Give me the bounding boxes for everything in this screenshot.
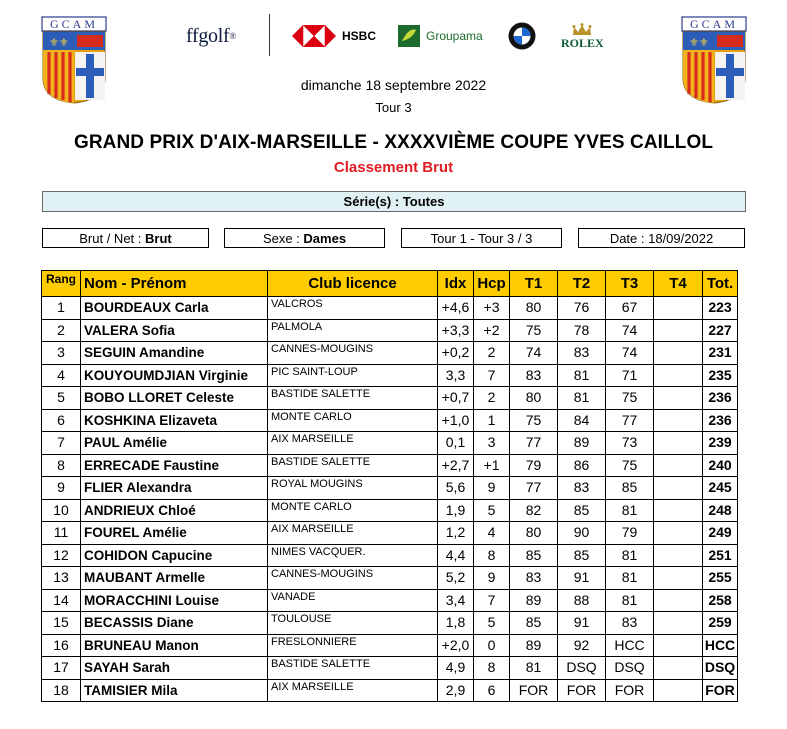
player-name-cell: MAUBANT Armelle — [81, 567, 268, 590]
handicap-cell: 4 — [474, 522, 510, 545]
rolex-logo-text: ROLEX — [561, 36, 604, 50]
club-cell: VALCROS — [268, 297, 438, 320]
table-row — [42, 634, 738, 657]
index-cell: +0,2 — [438, 342, 474, 365]
svg-text:⚜⚜: ⚜⚜ — [689, 37, 709, 49]
round-1-score-cell: 79 — [510, 454, 558, 477]
rang-cell: 18 — [42, 679, 81, 702]
col-header-t1: T1 — [510, 271, 558, 297]
round-4-score-cell — [654, 679, 703, 702]
index-cell: +1,0 — [438, 409, 474, 432]
round-4-score-cell — [654, 364, 703, 387]
series-banner: Série(s) : Toutes — [42, 191, 746, 212]
round-4-score-cell — [654, 454, 703, 477]
table-row — [42, 342, 738, 365]
table-row — [42, 657, 738, 680]
round-3-score-cell: 81 — [606, 567, 654, 590]
round-1-score-cell: 89 — [510, 589, 558, 612]
round-1-score-cell: 89 — [510, 634, 558, 657]
round-2-score-cell: 90 — [558, 522, 606, 545]
round-4-score-cell — [654, 522, 703, 545]
round-1-score-cell: 80 — [510, 387, 558, 410]
sexe-value: Dames — [303, 231, 347, 246]
index-cell: +3,3 — [438, 319, 474, 342]
hsbc-logo — [292, 14, 376, 58]
handicap-cell: 9 — [474, 477, 510, 500]
index-cell: 4,9 — [438, 657, 474, 680]
table-row — [42, 432, 738, 455]
table-row — [42, 589, 738, 612]
event-tour: Tour 3 — [375, 100, 412, 115]
club-cell: PALMOLA — [268, 319, 438, 342]
rang-cell: 2 — [42, 319, 81, 342]
total-score-cell: 231 — [703, 342, 738, 365]
round-4-score-cell — [654, 499, 703, 522]
rolex-crown-icon — [571, 23, 593, 37]
round-4-score-cell — [654, 342, 703, 365]
index-cell: +0,7 — [438, 387, 474, 410]
index-cell: 1,2 — [438, 522, 474, 545]
round-4-score-cell — [654, 297, 703, 320]
rang-cell: 15 — [42, 612, 81, 635]
round-1-score-cell: 82 — [510, 499, 558, 522]
round-1-score-cell: 83 — [510, 364, 558, 387]
club-cell: VANADE — [268, 589, 438, 612]
round-1-score-cell: 85 — [510, 544, 558, 567]
event-date: dimanche 18 septembre 2022 — [300, 77, 487, 93]
index-cell: +4,6 — [438, 297, 474, 320]
brut-net-value: Brut — [145, 231, 172, 246]
index-cell: 4,4 — [438, 544, 474, 567]
club-cell: TOULOUSE — [268, 612, 438, 635]
club-cell: BASTIDE SALETTE — [268, 387, 438, 410]
col-header-t3: T3 — [606, 271, 654, 297]
total-score-cell: 236 — [703, 387, 738, 410]
total-score-cell: 235 — [703, 364, 738, 387]
round-4-score-cell — [654, 634, 703, 657]
player-name-cell: SEGUIN Amandine — [81, 342, 268, 365]
table-row — [42, 499, 738, 522]
table-row — [42, 454, 738, 477]
round-3-score-cell: 83 — [606, 612, 654, 635]
club-cell: MONTE CARLO — [268, 499, 438, 522]
table-row — [42, 522, 738, 545]
rang-cell: 5 — [42, 387, 81, 410]
club-cell: NIMES VACQUER. — [268, 544, 438, 567]
total-score-cell: 227 — [703, 319, 738, 342]
table-row — [42, 612, 738, 635]
handicap-cell: 7 — [474, 364, 510, 387]
round-3-score-cell: 79 — [606, 522, 654, 545]
total-score-cell: HCC — [703, 634, 738, 657]
total-score-cell: 245 — [703, 477, 738, 500]
round-3-score-cell: DSQ — [606, 657, 654, 680]
rang-cell: 11 — [42, 522, 81, 545]
round-1-score-cell: FOR — [510, 679, 558, 702]
club-cell: PIC SAINT-LOUP — [268, 364, 438, 387]
round-4-score-cell — [654, 589, 703, 612]
col-header-idx: Idx — [438, 271, 474, 297]
round-2-score-cell: 92 — [558, 634, 606, 657]
index-cell: 1,8 — [438, 612, 474, 635]
round-3-score-cell: 81 — [606, 499, 654, 522]
results-table — [41, 270, 738, 702]
club-cell: BASTIDE SALETTE — [268, 657, 438, 680]
handicap-cell: +2 — [474, 319, 510, 342]
club-cell: CANNES-MOUGINS — [268, 567, 438, 590]
player-name-cell: MORACCHINI Louise — [81, 589, 268, 612]
round-3-score-cell: 81 — [606, 589, 654, 612]
player-name-cell: BOURDEAUX Carla — [81, 297, 268, 320]
round-2-score-cell: 89 — [558, 432, 606, 455]
club-cell: FRESLONNIERE — [268, 634, 438, 657]
total-score-cell: 236 — [703, 409, 738, 432]
total-score-cell: 259 — [703, 612, 738, 635]
col-header-t2: T2 — [558, 271, 606, 297]
col-header-t4: T4 — [654, 271, 703, 297]
club-cell: ROYAL MOUGINS — [268, 477, 438, 500]
total-score-cell: 239 — [703, 432, 738, 455]
sponsor-divider — [269, 14, 270, 56]
player-name-cell: COHIDON Capucine — [81, 544, 268, 567]
round-4-score-cell — [654, 319, 703, 342]
round-1-score-cell: 80 — [510, 297, 558, 320]
svg-text:⚜⚜: ⚜⚜ — [49, 37, 69, 49]
round-2-score-cell: 78 — [558, 319, 606, 342]
total-score-cell: FOR — [703, 679, 738, 702]
club-cell: AIX MARSEILLE — [268, 522, 438, 545]
round-1-score-cell: 83 — [510, 567, 558, 590]
rang-cell: 17 — [42, 657, 81, 680]
total-score-cell: 249 — [703, 522, 738, 545]
rang-cell: 6 — [42, 409, 81, 432]
sexe-filter — [224, 228, 385, 248]
round-2-score-cell: 88 — [558, 589, 606, 612]
player-name-cell: BOBO LLORET Celeste — [81, 387, 268, 410]
index-cell: 5,2 — [438, 567, 474, 590]
round-3-score-cell: 74 — [606, 342, 654, 365]
col-header-tot: Tot. — [703, 271, 738, 297]
rang-cell: 14 — [42, 589, 81, 612]
player-name-cell: FOUREL Amélie — [81, 522, 268, 545]
round-2-score-cell: 83 — [558, 342, 606, 365]
handicap-cell: 2 — [474, 387, 510, 410]
page-title: GRAND PRIX D'AIX-MARSEILLE - XXXXVIÈME COUPE YVES CAILLOL — [73, 132, 714, 153]
ffgolf-logo-text: ffgolf — [186, 24, 230, 47]
rang-cell: 12 — [42, 544, 81, 567]
rang-cell: 1 — [42, 297, 81, 320]
round-2-score-cell: 85 — [558, 544, 606, 567]
table-row — [42, 679, 738, 702]
round-4-score-cell — [654, 657, 703, 680]
handicap-cell: +3 — [474, 297, 510, 320]
player-name-cell: ERRECADE Faustine — [81, 454, 268, 477]
round-2-score-cell: 76 — [558, 297, 606, 320]
sexe-label: Sexe : — [262, 231, 300, 246]
handicap-cell: 7 — [474, 589, 510, 612]
hsbc-logo-text: HSBC — [342, 29, 377, 43]
player-name-cell: FLIER Alexandra — [81, 477, 268, 500]
table-row — [42, 567, 738, 590]
table-row — [42, 477, 738, 500]
round-2-score-cell: 85 — [558, 499, 606, 522]
col-header-nom: Nom - Prénom — [81, 271, 268, 297]
handicap-cell: 3 — [474, 432, 510, 455]
col-header-club: Club licence — [268, 271, 438, 297]
player-name-cell: BECASSIS Diane — [81, 612, 268, 635]
bmw-roundel-icon — [508, 22, 536, 50]
date-filter: Date : 18/09/2022 — [578, 228, 745, 248]
hsbc-hexagon-icon — [292, 25, 336, 47]
index-cell: +2,7 — [438, 454, 474, 477]
results-body — [42, 297, 738, 702]
rang-cell: 8 — [42, 454, 81, 477]
ffgolf-logo-mark: ® — [229, 31, 236, 41]
round-3-score-cell: 77 — [606, 409, 654, 432]
round-3-score-cell: FOR — [606, 679, 654, 702]
round-4-score-cell — [654, 544, 703, 567]
brut-net-label: Brut / Net : — [79, 231, 142, 246]
handicap-cell: +1 — [474, 454, 510, 477]
round-1-score-cell: 77 — [510, 477, 558, 500]
table-row — [42, 297, 738, 320]
round-4-score-cell — [654, 387, 703, 410]
round-1-score-cell: 85 — [510, 612, 558, 635]
player-name-cell: KOUYOUMDJIAN Virginie — [81, 364, 268, 387]
total-score-cell: DSQ — [703, 657, 738, 680]
round-1-score-cell: 81 — [510, 657, 558, 680]
groupama-leaf-icon — [398, 25, 420, 47]
round-3-score-cell: 74 — [606, 319, 654, 342]
round-3-score-cell: 75 — [606, 387, 654, 410]
handicap-cell: 5 — [474, 499, 510, 522]
index-cell: 1,9 — [438, 499, 474, 522]
index-cell: 3,4 — [438, 589, 474, 612]
player-name-cell: PAUL Amélie — [81, 432, 268, 455]
handicap-cell: 6 — [474, 679, 510, 702]
table-row — [42, 409, 738, 432]
groupama-logo — [398, 14, 483, 58]
round-4-score-cell — [654, 477, 703, 500]
index-cell: 0,1 — [438, 432, 474, 455]
handicap-cell: 2 — [474, 342, 510, 365]
handicap-cell: 9 — [474, 567, 510, 590]
player-name-cell: KOSHKINA Elizaveta — [81, 409, 268, 432]
round-3-score-cell: 67 — [606, 297, 654, 320]
round-4-score-cell — [654, 409, 703, 432]
total-score-cell: 258 — [703, 589, 738, 612]
total-score-cell: 248 — [703, 499, 738, 522]
tour-range-filter: Tour 1 - Tour 3 / 3 — [401, 228, 562, 248]
round-3-score-cell: 75 — [606, 454, 654, 477]
round-3-score-cell: 71 — [606, 364, 654, 387]
round-2-score-cell: 81 — [558, 387, 606, 410]
round-4-score-cell — [654, 612, 703, 635]
rang-cell: 10 — [42, 499, 81, 522]
round-4-score-cell — [654, 567, 703, 590]
rang-cell: 3 — [42, 342, 81, 365]
index-cell: +2,0 — [438, 634, 474, 657]
handicap-cell: 0 — [474, 634, 510, 657]
rang-cell: 9 — [42, 477, 81, 500]
player-name-cell: SAYAH Sarah — [81, 657, 268, 680]
index-cell: 5,6 — [438, 477, 474, 500]
round-2-score-cell: 84 — [558, 409, 606, 432]
col-header-hcp: Hcp — [474, 271, 510, 297]
table-row — [42, 544, 738, 567]
index-cell: 2,9 — [438, 679, 474, 702]
player-name-cell: VALERA Sofia — [81, 319, 268, 342]
round-3-score-cell: 73 — [606, 432, 654, 455]
sponsor-logos — [180, 14, 620, 58]
groupama-logo-text: Groupama — [426, 29, 483, 43]
brut-net-filter — [42, 228, 209, 248]
round-4-score-cell — [654, 432, 703, 455]
crest-right-letters: GCAM — [689, 17, 739, 31]
total-score-cell: 223 — [703, 297, 738, 320]
table-row — [42, 364, 738, 387]
handicap-cell: 5 — [474, 612, 510, 635]
rang-cell: 7 — [42, 432, 81, 455]
round-2-score-cell: 91 — [558, 567, 606, 590]
round-2-score-cell: 91 — [558, 612, 606, 635]
club-cell: CANNES-MOUGINS — [268, 342, 438, 365]
round-2-score-cell: FOR — [558, 679, 606, 702]
round-1-score-cell: 77 — [510, 432, 558, 455]
round-1-score-cell: 75 — [510, 319, 558, 342]
table-row — [42, 387, 738, 410]
round-3-score-cell: 85 — [606, 477, 654, 500]
player-name-cell: TAMISIER Mila — [81, 679, 268, 702]
round-1-score-cell: 75 — [510, 409, 558, 432]
table-row — [42, 319, 738, 342]
rang-cell: 16 — [42, 634, 81, 657]
page-subtitle: Classement Brut — [333, 159, 454, 176]
round-3-score-cell: HCC — [606, 634, 654, 657]
rang-cell: 4 — [42, 364, 81, 387]
index-cell: 3,3 — [438, 364, 474, 387]
handicap-cell: 8 — [474, 544, 510, 567]
handicap-cell: 1 — [474, 409, 510, 432]
crest-left-letters: GCAM — [49, 17, 99, 31]
club-cell: AIX MARSEILLE — [268, 679, 438, 702]
player-name-cell: ANDRIEUX Chloé — [81, 499, 268, 522]
round-2-score-cell: DSQ — [558, 657, 606, 680]
club-cell: AIX MARSEILLE — [268, 432, 438, 455]
ffgolf-logo — [186, 14, 236, 58]
round-2-score-cell: 83 — [558, 477, 606, 500]
bmw-logo — [508, 14, 536, 58]
rang-cell: 13 — [42, 567, 81, 590]
round-2-score-cell: 86 — [558, 454, 606, 477]
round-1-score-cell: 80 — [510, 522, 558, 545]
club-cell: MONTE CARLO — [268, 409, 438, 432]
total-score-cell: 255 — [703, 567, 738, 590]
rolex-logo — [561, 14, 604, 58]
handicap-cell: 8 — [474, 657, 510, 680]
total-score-cell: 251 — [703, 544, 738, 567]
round-3-score-cell: 81 — [606, 544, 654, 567]
col-header-rang: Rang — [42, 271, 81, 297]
round-1-score-cell: 74 — [510, 342, 558, 365]
total-score-cell: 240 — [703, 454, 738, 477]
player-name-cell: BRUNEAU Manon — [81, 634, 268, 657]
round-2-score-cell: 81 — [558, 364, 606, 387]
table-header-row — [42, 271, 738, 297]
club-cell: BASTIDE SALETTE — [268, 454, 438, 477]
